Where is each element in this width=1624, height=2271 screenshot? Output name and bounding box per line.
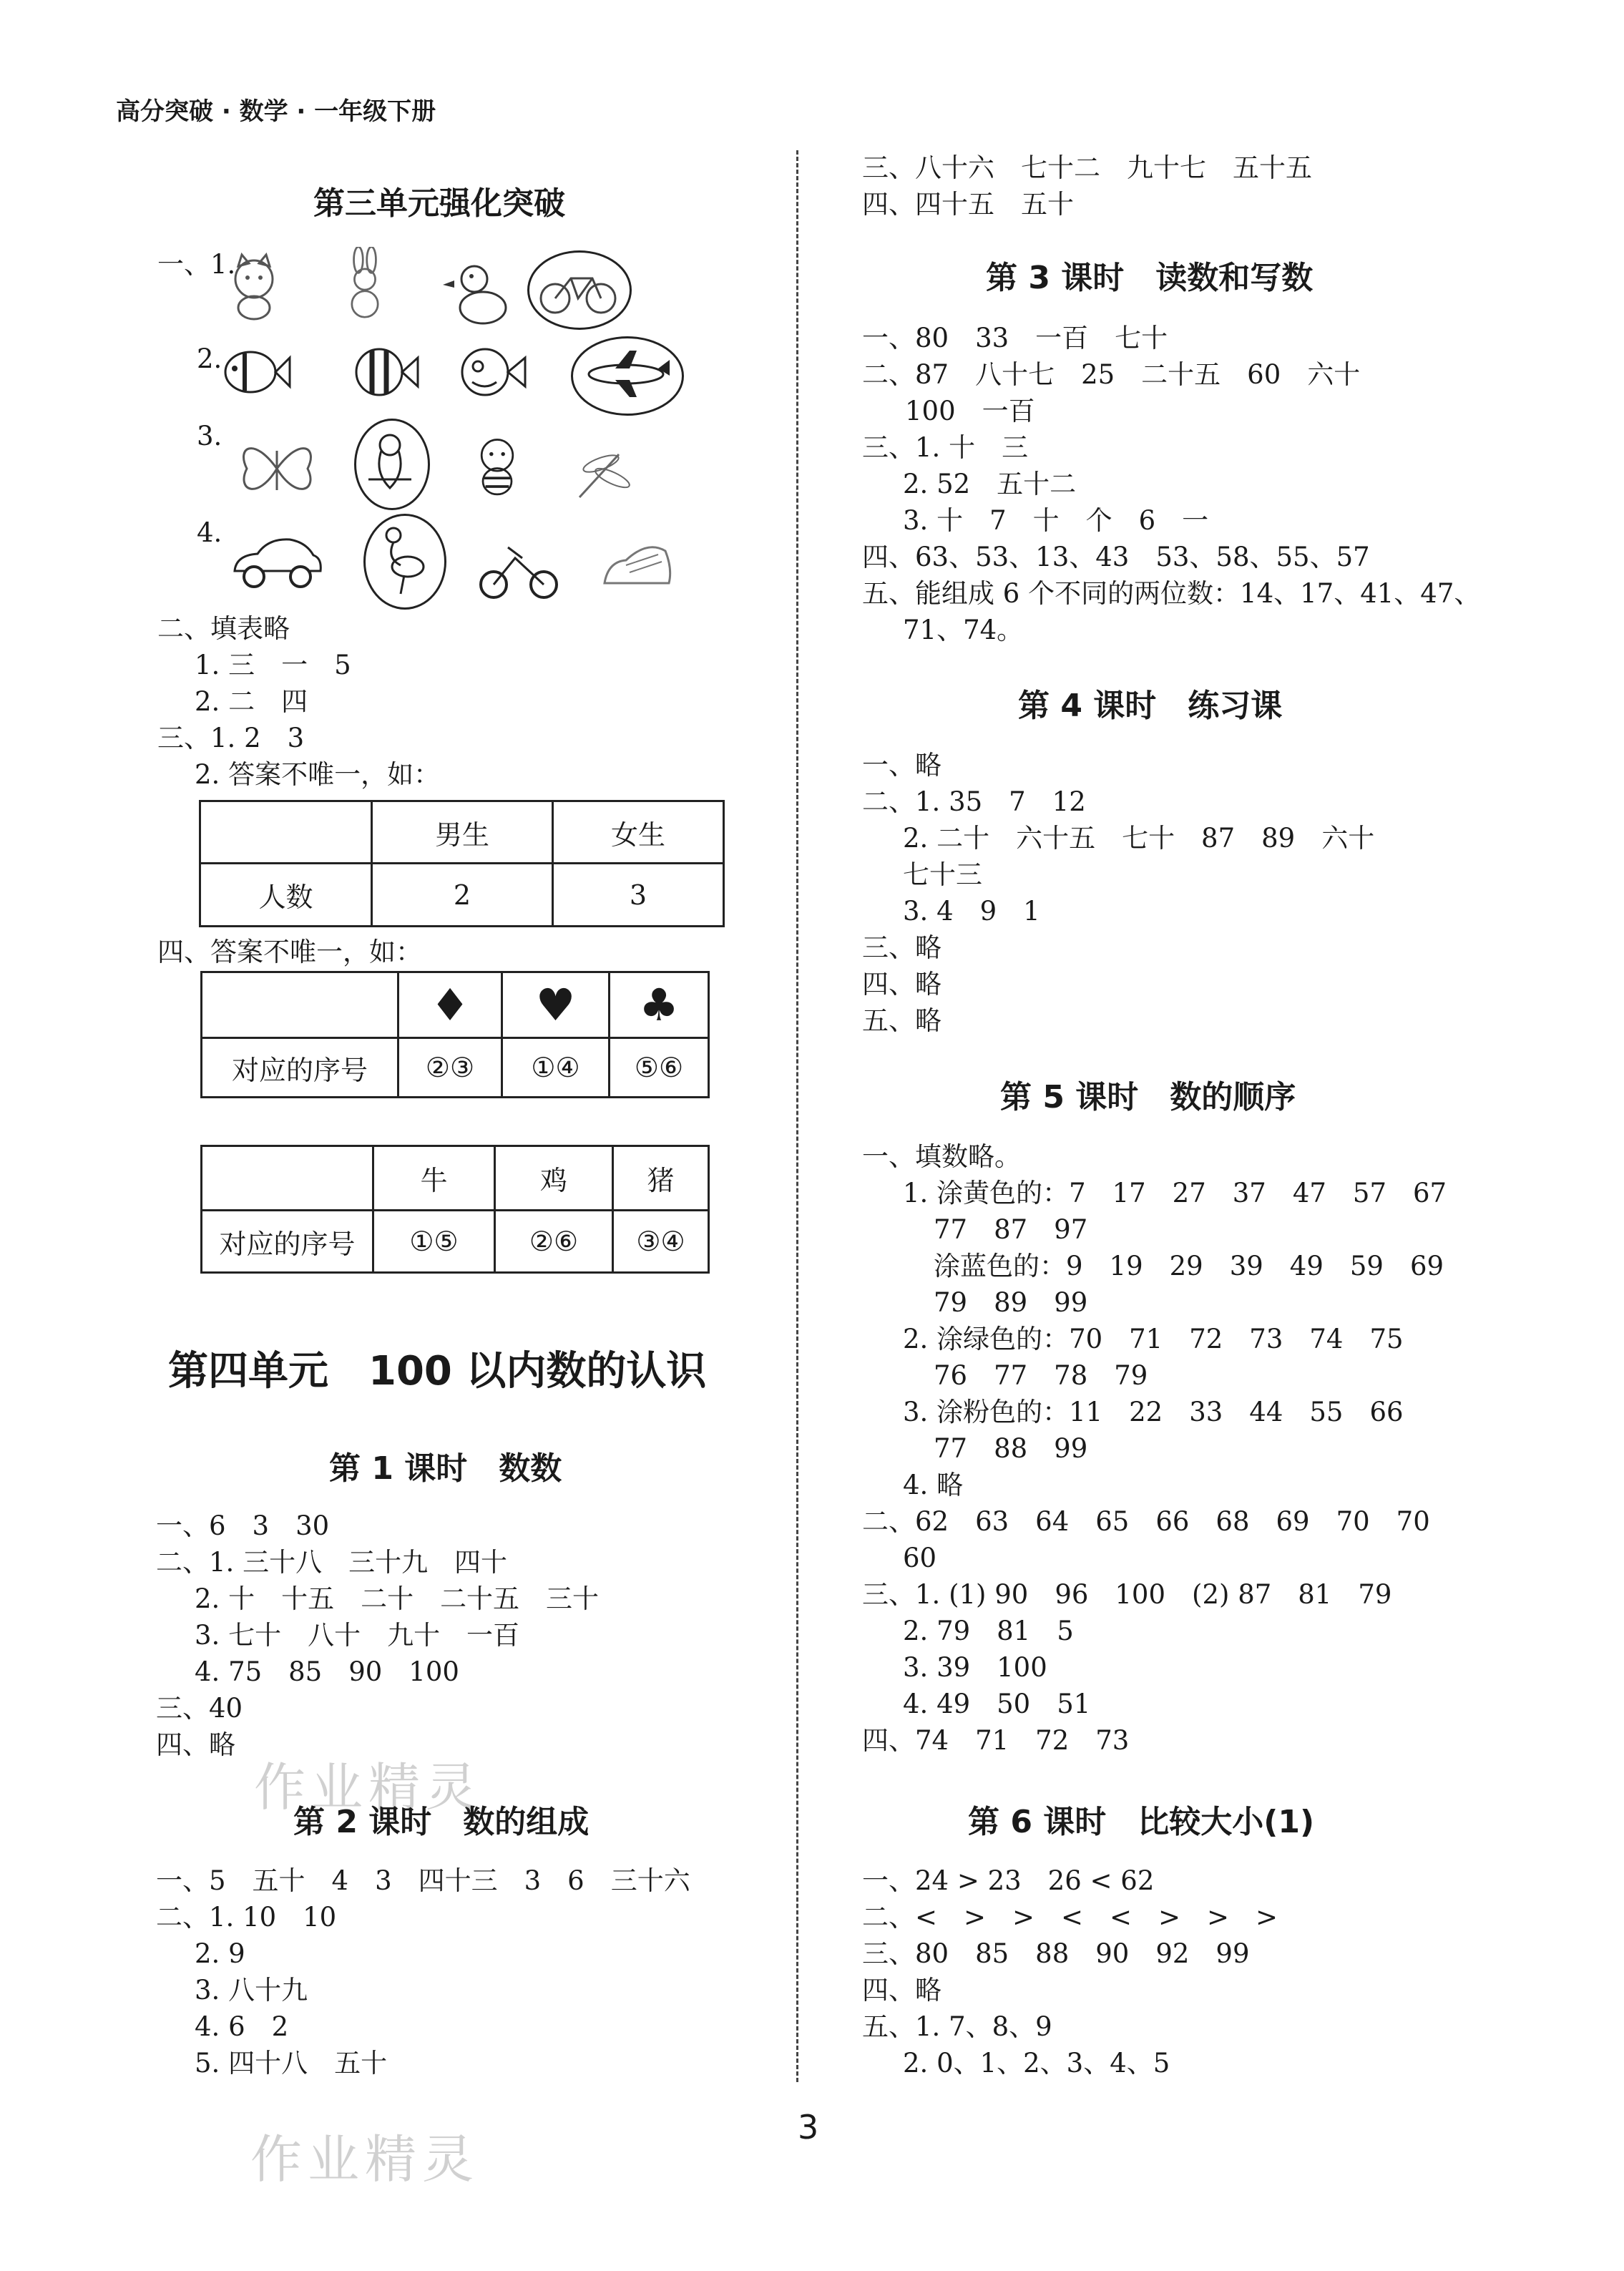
lesson5-title: 第 5 课时 数的顺序 bbox=[1000, 1079, 1296, 1115]
text-line: 3. 涂粉色的：11 22 33 44 55 66 bbox=[903, 1397, 1404, 1427]
text-line: 2. 9 bbox=[195, 1938, 245, 1969]
text-line: 一、6 3 30 bbox=[156, 1510, 330, 1541]
table-header: 猪 bbox=[613, 1146, 709, 1211]
shoe-icon bbox=[597, 533, 676, 605]
text-line: 四、63、53、13、43 53、58、55、57 bbox=[862, 542, 1370, 572]
text-line: 2. 二 四 bbox=[195, 686, 308, 717]
flamingo-icon bbox=[372, 522, 433, 597]
text-line: 二、87 八十七 25 二十五 60 六十 bbox=[862, 359, 1361, 390]
text-line: 二、1. 10 10 bbox=[156, 1902, 337, 1933]
watermark: 作业精灵 bbox=[250, 2129, 480, 2189]
text-line: 一、略 bbox=[862, 750, 941, 781]
text-line: 2. 涂绿色的：70 71 72 73 74 75 bbox=[903, 1324, 1404, 1354]
table-row-label: 人数 bbox=[200, 864, 372, 927]
text-line: 1. 三 一 5 bbox=[195, 650, 351, 680]
text-line: 二、1. 三十八 三十九 四十 bbox=[156, 1547, 508, 1578]
text-line: 三、1. (1) 90 96 100 (2) 87 81 79 bbox=[862, 1579, 1392, 1610]
table-cell bbox=[202, 972, 398, 1038]
q1-label-2: 2. bbox=[197, 343, 222, 374]
fish-icon bbox=[451, 336, 529, 408]
text-line: 二、填表略 bbox=[157, 613, 290, 644]
text-line: 一、5 五十 4 3 四十三 3 6 三十六 bbox=[156, 1865, 690, 1896]
q1-label-3: 3. bbox=[197, 421, 222, 451]
column-divider bbox=[796, 150, 798, 2082]
table-row-label: 对应的序号 bbox=[202, 1211, 373, 1273]
watermark: 作业精灵 bbox=[254, 1757, 484, 1817]
text-line: 3. 八十九 bbox=[195, 1975, 308, 2006]
text-line: 3. 39 100 bbox=[903, 1652, 1047, 1683]
text-line: 2. 0、1、2、3、4、5 bbox=[903, 2048, 1170, 2079]
diamond-icon: ♦ bbox=[398, 972, 502, 1038]
animal-table bbox=[200, 1145, 710, 1274]
rabbit-icon bbox=[326, 247, 404, 318]
text-line: 四、略 bbox=[862, 1975, 941, 2006]
table-cell: 2 bbox=[372, 864, 553, 927]
text-line: 5. 四十八 五十 bbox=[195, 2048, 388, 2079]
text-line: 三、80 85 88 90 92 99 bbox=[862, 1938, 1250, 1969]
text-line: 一、80 33 一百 七十 bbox=[862, 323, 1168, 353]
text-line: 七十三 bbox=[903, 859, 982, 890]
text-line: 二、< > > < < > > > bbox=[862, 1902, 1278, 1933]
text-line: 4. 6 2 bbox=[195, 2011, 289, 2042]
table-cell: 3 bbox=[553, 864, 724, 927]
fish-icon bbox=[343, 336, 422, 408]
text-line: 四、略 bbox=[862, 969, 941, 1000]
parrot-icon bbox=[361, 429, 419, 497]
text-line: 2. 79 81 5 bbox=[903, 1616, 1074, 1646]
table-cell: ①④ bbox=[502, 1038, 610, 1098]
butterfly-icon bbox=[233, 433, 322, 504]
duck-icon bbox=[440, 258, 519, 329]
bicycle-icon bbox=[535, 261, 621, 318]
unit4-title: 第四单元 100 以内数的认识 bbox=[168, 1348, 707, 1395]
lesson6-title: 第 6 课时 比较大小(1) bbox=[968, 1804, 1315, 1840]
table-cell: ⑤⑥ bbox=[610, 1038, 709, 1098]
table-cell bbox=[200, 801, 372, 864]
text-line: 四、答案不唯一，如： bbox=[157, 937, 422, 967]
car-icon bbox=[229, 529, 326, 594]
text-line: 79 89 99 bbox=[934, 1287, 1088, 1318]
text-line: 三、略 bbox=[862, 932, 941, 963]
text-line: 100 一百 bbox=[905, 396, 1035, 426]
unit3-title: 第三单元强化突破 bbox=[313, 185, 565, 222]
q1-label-1: 一、1. bbox=[157, 249, 236, 280]
text-line: 77 88 99 bbox=[934, 1433, 1088, 1464]
club-icon: ♣ bbox=[610, 972, 709, 1038]
text-line: 3. 4 9 1 bbox=[903, 896, 1040, 927]
tricycle-icon bbox=[476, 533, 562, 605]
lesson4-title: 第 4 课时 练习课 bbox=[1018, 688, 1283, 724]
page-number: 3 bbox=[798, 2108, 819, 2147]
text-line: 2. 十 十五 二十 二十五 三十 bbox=[195, 1583, 600, 1614]
text-line: 4. 75 85 90 100 bbox=[195, 1656, 459, 1687]
table-header: 鸡 bbox=[495, 1146, 613, 1211]
table-cell: ③④ bbox=[613, 1211, 709, 1273]
lesson1-title: 第 1 课时 数数 bbox=[329, 1450, 562, 1487]
text-line: 1. 涂黄色的：7 17 27 37 47 57 67 bbox=[903, 1178, 1447, 1208]
table-cell: ①⑤ bbox=[373, 1211, 495, 1273]
table-cell: ②⑥ bbox=[495, 1211, 613, 1273]
text-line: 五、能组成 6 个不同的两位数：14、17、41、47、 bbox=[862, 578, 1481, 609]
text-line: 3. 七十 八十 九十 一百 bbox=[195, 1620, 520, 1651]
cat-icon bbox=[215, 250, 293, 322]
text-line: 60 bbox=[903, 1543, 937, 1573]
text-line: 4. 略 bbox=[903, 1470, 964, 1500]
gender-table bbox=[199, 800, 725, 927]
text-line: 涂蓝色的：9 19 29 39 49 59 69 bbox=[934, 1251, 1444, 1281]
text-line: 三、1. 2 3 bbox=[157, 723, 305, 753]
text-line: 二、1. 35 7 12 bbox=[862, 786, 1086, 817]
q1-label-4: 4. bbox=[197, 517, 222, 548]
airplane-icon bbox=[579, 347, 672, 401]
text-line: 四、74 71 72 73 bbox=[862, 1725, 1130, 1756]
bee-icon bbox=[458, 429, 537, 501]
text-line: 2. 答案不唯一，如： bbox=[195, 759, 441, 790]
page-header: 高分突破 · 数学 · 一年级下册 bbox=[116, 97, 436, 126]
table-header: 男生 bbox=[372, 801, 553, 864]
text-line: 三、1. 十 三 bbox=[862, 432, 1029, 463]
text-line: 一、24 > 23 26 < 62 bbox=[862, 1865, 1155, 1896]
table-header: 女生 bbox=[553, 801, 724, 864]
dragonfly-icon bbox=[565, 436, 644, 508]
text-line: 三、40 bbox=[156, 1693, 243, 1724]
fish-icon bbox=[215, 336, 293, 408]
table-cell: ②③ bbox=[398, 1038, 502, 1098]
text-line: 五、1. 7、8、9 bbox=[862, 2011, 1052, 2042]
text-line: 4. 49 50 51 bbox=[903, 1689, 1091, 1719]
table-row-label: 对应的序号 bbox=[202, 1038, 398, 1098]
text-line: 76 77 78 79 bbox=[934, 1360, 1148, 1391]
text-line: 四、略 bbox=[156, 1729, 235, 1760]
heart-icon: ♥ bbox=[502, 972, 610, 1038]
lesson3-title: 第 3 课时 读数和写数 bbox=[986, 260, 1314, 296]
text-line: 五、略 bbox=[862, 1005, 941, 1036]
text-line: 2. 二十 六十五 七十 87 89 六十 bbox=[903, 823, 1375, 854]
text-line: 71、74。 bbox=[903, 615, 1024, 645]
suit-table bbox=[200, 971, 710, 1098]
lesson2-title: 第 2 课时 数的组成 bbox=[293, 1804, 590, 1840]
text-line: 77 87 97 bbox=[934, 1214, 1088, 1245]
text-line: 一、填数略。 bbox=[862, 1141, 1021, 1172]
text-line: 2. 52 五十二 bbox=[903, 469, 1077, 499]
text-line: 二、62 63 64 65 66 68 69 70 70 bbox=[862, 1506, 1430, 1537]
text-line: 四、四十五 五十 bbox=[862, 189, 1074, 220]
text-line: 三、八十六 七十二 九十七 五十五 bbox=[862, 152, 1312, 183]
table-header: 牛 bbox=[373, 1146, 495, 1211]
table-cell bbox=[202, 1146, 373, 1211]
text-line: 3. 十 7 十 个 6 一 bbox=[903, 505, 1209, 536]
